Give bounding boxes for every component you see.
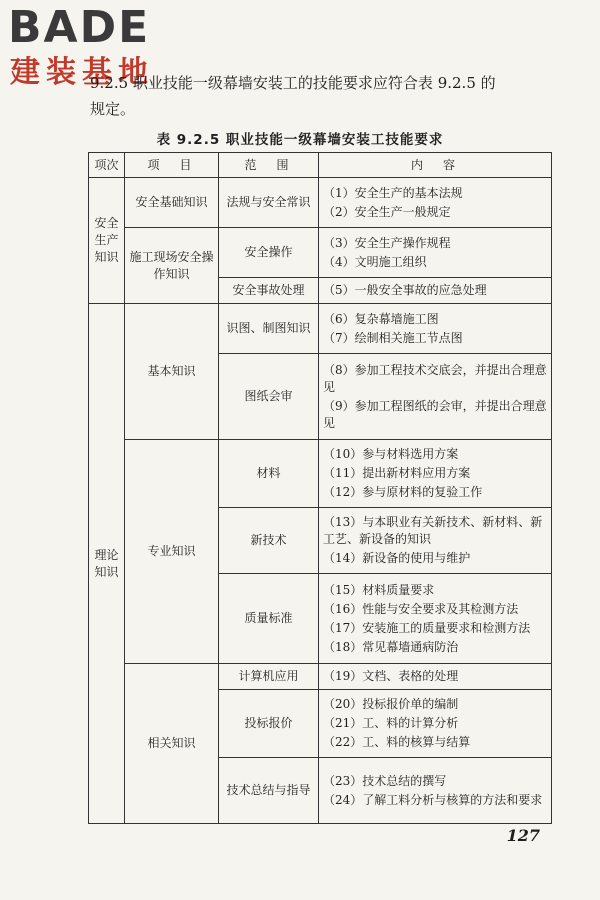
scope-drawing: 识图、制图知识 bbox=[219, 304, 319, 354]
content-computer: （19）文档、表格的处理 bbox=[319, 664, 552, 690]
scope-bidding: 投标报价 bbox=[219, 690, 319, 758]
table-row bbox=[89, 440, 552, 508]
header-scope: 范 围 bbox=[219, 153, 319, 178]
item-theory-basic: 基本知识 bbox=[125, 304, 219, 440]
table-row bbox=[89, 228, 552, 278]
content-accident: （5）一般安全事故的应急处理 bbox=[319, 278, 552, 304]
category-theory: 理论知识 bbox=[89, 304, 125, 824]
scope-material: 材料 bbox=[219, 440, 319, 508]
content-bidding: （20）投标报价单的编制 （21）工、料的计算分析 （22）工、料的核算与结算 bbox=[319, 690, 552, 758]
logo-subtitle: 建装基地 bbox=[10, 55, 154, 90]
item-theory-related: 相关知识 bbox=[125, 664, 219, 824]
table-title: 表 9.2.5 职业技能一级幕墙安装工技能要求 bbox=[156, 132, 444, 148]
scope-computer: 计算机应用 bbox=[219, 664, 319, 690]
content-drawing: （6）复杂幕墙施工图 （7）绘制相关施工节点图 bbox=[319, 304, 552, 354]
scope-operation: 安全操作 bbox=[219, 228, 319, 278]
scope-review: 图纸会审 bbox=[219, 354, 319, 440]
logo-wordmark: BADE bbox=[8, 2, 151, 53]
scope-summary: 技术总结与指导 bbox=[219, 758, 319, 824]
content-operation: （3）安全生产操作规程 （4）文明施工组织 bbox=[319, 228, 552, 278]
header-index: 项次 bbox=[89, 153, 125, 178]
scope-accident: 安全事故处理 bbox=[219, 278, 319, 304]
table-header-row bbox=[89, 153, 552, 178]
content-review: （8）参加工程技术交底会，并提出合理意见 （9）参加工程图纸的会审，并提出合理意见 bbox=[319, 354, 552, 440]
intro-line-1: 9.2.5 职业技能一级幕墙安装工的技能要求应符合表 9.2.5 的 bbox=[90, 74, 496, 92]
content-new-tech: （13）与本职业有关新技术、新材料、新工艺、新设备的知识 （14）新设备的使用与维护 bbox=[319, 508, 552, 574]
table-row bbox=[89, 304, 552, 354]
page-number: 127 bbox=[506, 826, 540, 845]
item-theory-professional: 专业知识 bbox=[125, 440, 219, 664]
scope-new-tech: 新技术 bbox=[219, 508, 319, 574]
content-material: （10）参与材料选用方案 （11）提出新材料应用方案 （12）参与原材料的复验工作 bbox=[319, 440, 552, 508]
table-row bbox=[89, 178, 552, 228]
content-law: （1）安全生产的基本法规 （2）安全生产一般规定 bbox=[319, 178, 552, 228]
item-safety-basic: 安全基础知识 bbox=[125, 178, 219, 228]
header-content: 内 容 bbox=[319, 153, 552, 178]
content-quality: （15）材料质量要求 （16）性能与安全要求及其检测方法 （17）安装施工的质量要求和检测方法 （18）常见幕墙通病防治 bbox=[319, 574, 552, 664]
intro-paragraph bbox=[90, 70, 560, 122]
scope-law: 法规与安全常识 bbox=[219, 178, 319, 228]
item-safety-site: 施工现场安全操作知识 bbox=[125, 228, 219, 304]
skills-table bbox=[88, 152, 552, 824]
header-item: 项 目 bbox=[125, 153, 219, 178]
scope-quality: 质量标准 bbox=[219, 574, 319, 664]
category-safety: 安全生产知识 bbox=[89, 178, 125, 304]
table-row bbox=[89, 664, 552, 690]
intro-line-2: 规定。 bbox=[90, 100, 136, 118]
content-summary: （23）技术总结的撰写 （24）了解工料分析与核算的方法和要求 bbox=[319, 758, 552, 824]
